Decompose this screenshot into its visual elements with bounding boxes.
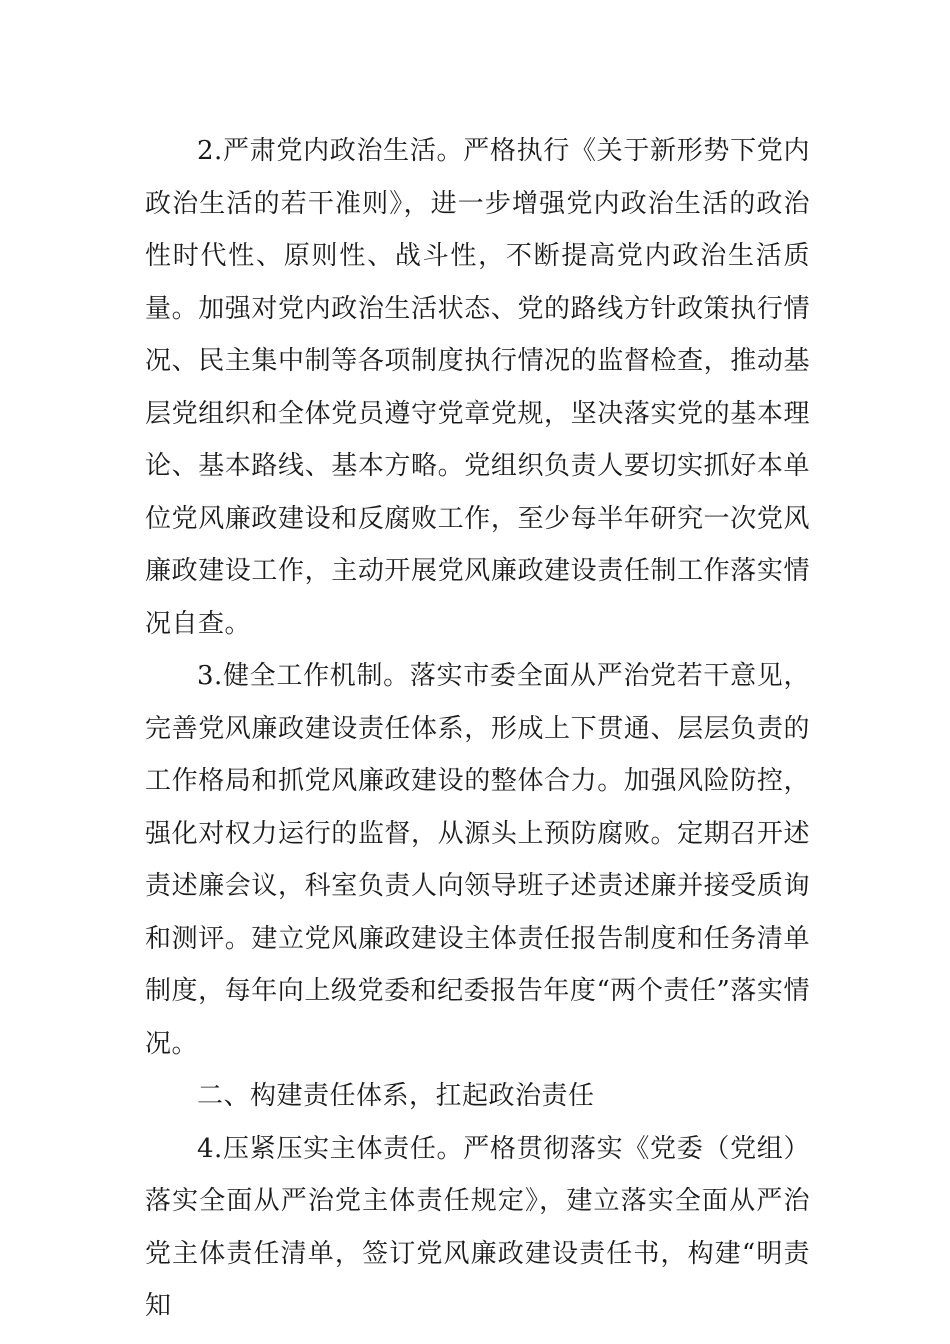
- paragraph-political-life: 2.严肃党内政治生活。严格执行《关于新形势下党内政治生活的若干准则》，进一步增强党内政治生活的政治性时代性、原则性、战斗性，不断提高党内政治生活质量。加强对党内政治生活状态、党的路线方针政策执行情况、民主集中制等各项制度执行情况的监督检查，推动基层党组织和全体党员遵守党章党规，坚决落实党的基本理论、基本路线、基本方略。党组织负责人要切实抓好本单位党风廉政建设和反腐败工作，至少每半年研究一次党风廉政建设工作，主动开展党风廉政建设责任制工作落实情况自查。: [145, 136, 810, 639]
- section-heading-responsibility-system: 二、构建责任体系，扛起政治责任: [197, 1081, 595, 1111]
- document-body: [145, 125, 810, 1333]
- paragraph-main-responsibility: 4.压紧压实主体责任。严格贯彻落实《党委（党组）落实全面从严治党主体责任规定》，建立落实全面从严治党主体责任清单，签订党风廉政建设责任书，构建“明责知: [145, 1133, 810, 1321]
- paragraph-work-mechanism: 3.健全工作机制。落实市委全面从严治党若干意见，完善党风廉政建设责任体系，形成上下贯通、层层负责的工作格局和抓党风廉政建设的整体合力。加强风险防控，强化对权力运行的监督，从源头上预防腐败。定期召开述责述廉会议，科室负责人向领导班子述责述廉并接受质询和测评。建立党风廉政建设主体责任报告制度和任务清单制度，每年向上级党委和纪委报告年度“两个责任”落实情况。: [145, 661, 810, 1059]
